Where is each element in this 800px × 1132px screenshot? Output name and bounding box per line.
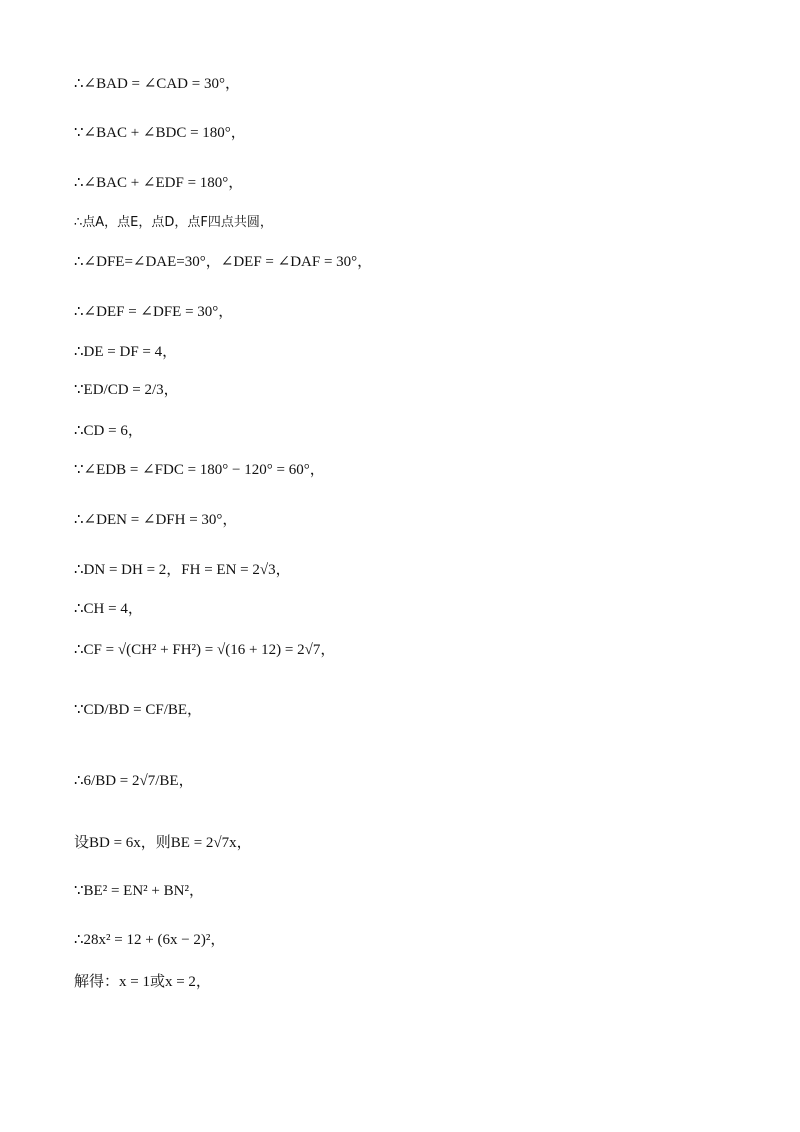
proof-line-3: ∴∠BAC + ∠EDF = 180°， [74,175,244,191]
proof-line-18: ∵BE² = EN² + BN²， [74,883,204,899]
proof-line-13: ∴CH = 4， [74,601,143,617]
proof-line-20: 解得：x = 1或x = 2， [74,974,211,990]
proof-line-4: ∴点A，点E，点D，点F四点共圆， [74,215,273,230]
proof-line-12: ∴DN = DH = 2，FH = EN = 2√3， [74,562,291,578]
proof-line-11: ∴∠DEN = ∠DFH = 30°， [74,512,238,528]
proof-line-6: ∴∠DEF = ∠DFE = 30°， [74,304,234,320]
proof-line-15: ∵CD/BD = CF/BE， [74,702,203,718]
proof-line-7: ∴DE = DF = 4， [74,344,178,360]
proof-line-14: ∴CF = √(CH² + FH²) = √(16 + 12) = 2√7， [74,642,336,658]
proof-line-10: ∵∠EDB = ∠FDC = 180° − 120° = 60°， [74,462,325,478]
proof-line-5: ∴∠DFE=∠DAE=30°，∠DEF = ∠DAF = 30°， [74,254,373,270]
proof-line-2: ∵∠BAC + ∠BDC = 180°， [74,125,246,141]
proof-line-16: ∴6/BD = 2√7/BE， [74,773,194,789]
proof-line-17: 设BD = 6x，则BE = 2√7x， [74,835,252,851]
proof-line-19: ∴28x² = 12 + (6x − 2)²， [74,932,226,948]
proof-line-8: ∵ED/CD = 2/3， [74,382,179,398]
proof-line-9: ∴CD = 6， [74,423,143,439]
proof-line-1: ∴∠BAD = ∠CAD = 30°， [74,76,240,92]
